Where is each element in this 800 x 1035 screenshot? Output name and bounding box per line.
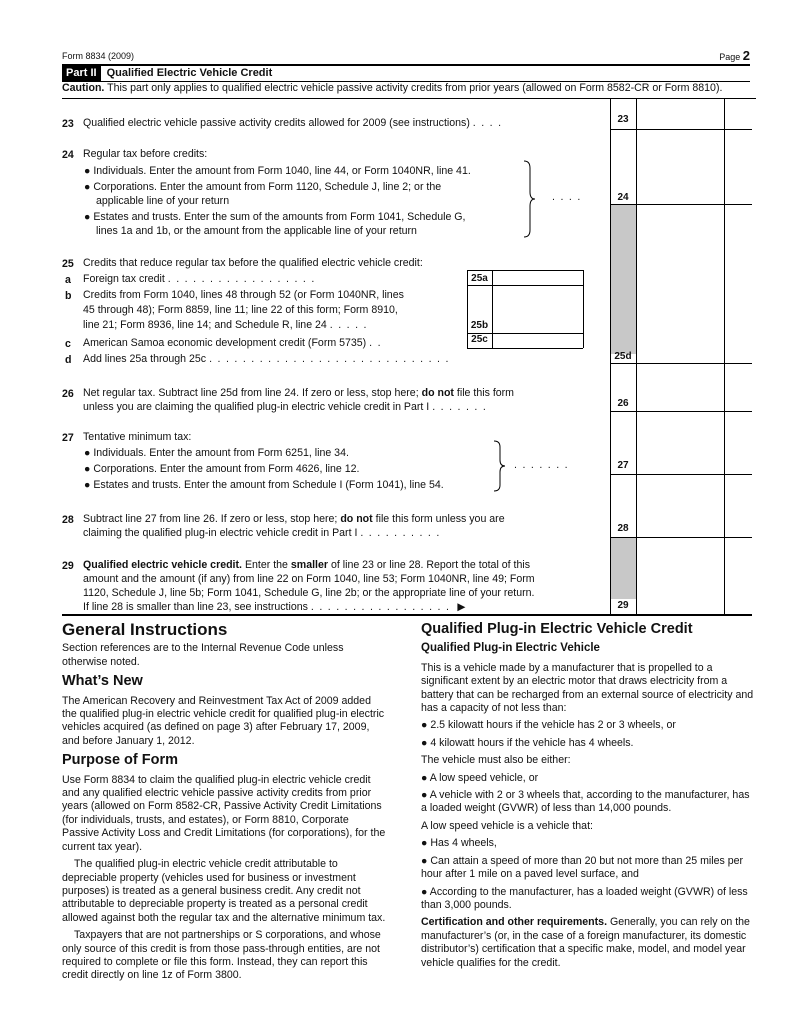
- paragraph: This is a vehicle made by a manufacturer that is propelled to a significant extent by an electric motor that draws electricity from a battery that can be recharged from an external source of electricity and has a capacity of not less than:: [421, 661, 754, 715]
- line-27-amount[interactable]: [636, 411, 724, 474]
- line-25b-text: Credits from Form 1040, lines 48 through 52 (or Form 1040NR, lines: [83, 289, 404, 301]
- paragraph: Taxpayers that are not partnerships or S corporations, and whose only source of this credit is from those pass-through entities, are not required to complete or file this form. Instead, they can report this credit directly on line 1z of Form 3800.: [62, 929, 381, 982]
- purpose-heading: Purpose of Form: [62, 752, 179, 769]
- line-29-text: If line 28 is smaller than line 23, see instructions ................. ▶: [83, 601, 466, 613]
- arrow-right-icon: ▶: [457, 601, 466, 613]
- line-box-label: 29: [617, 600, 629, 611]
- line-number: 25: [62, 258, 74, 270]
- line-letter: a: [65, 274, 71, 286]
- row-rule: [610, 537, 752, 538]
- line-number: 24: [62, 149, 74, 161]
- line-24-text: Regular tax before credits:: [83, 148, 208, 160]
- brace-icon: [522, 160, 536, 238]
- row-rule: [467, 348, 583, 349]
- line-26-text: unless you are claiming the qualified plug-in electric vehicle credit in Part I .......: [83, 401, 492, 413]
- bullet: ● According to the manufacturer, has a loaded weight (GVWR) of less than 3,000 pounds.: [421, 885, 748, 911]
- line-number: 23: [62, 118, 74, 130]
- caution-note: Caution. This part only applies to qualified electric vehicle passive activity credits from prior years (allowed on Form 8582-CR or Form 8810).: [62, 80, 756, 99]
- left-column: [62, 620, 386, 987]
- part-tag: Part II: [62, 66, 101, 81]
- whats-new-heading: What’s New: [62, 673, 143, 690]
- line-24-amount[interactable]: [636, 129, 724, 204]
- brace-icon: [492, 440, 506, 492]
- line-26-amount[interactable]: [636, 363, 724, 411]
- paragraph: The American Recovery and Reinvestment Tax Act of 2009 added the qualified plug-in electric vehicle credit for qualified plug-in electric vehicles acquired (as defined on page 3) after February 17, 2009, and before January 1, 2012.: [62, 694, 385, 747]
- line-number: 26: [62, 388, 74, 400]
- form-id: Form 8834 (2009): [62, 51, 135, 61]
- shaded-cell: [610, 204, 636, 354]
- line-27-bullet: ● Estates and trusts. Enter the amount from Schedule I (Form 1041), line 54.: [84, 479, 444, 491]
- page-header: [62, 48, 750, 64]
- line-box-label: 25d: [614, 351, 632, 362]
- line-24-bullet: ● Estates and trusts. Enter the sum of the amounts from Form 1041, Schedule G,: [84, 211, 466, 223]
- line-box-label: 25a: [471, 273, 488, 284]
- line-29-amount[interactable]: [636, 599, 724, 614]
- plugin-credit-heading: Qualified Plug-in Electric Vehicle Credit: [421, 621, 693, 637]
- line-23-amount[interactable]: [636, 98, 724, 129]
- line-29-text: 1120, Schedule J, line 5b; Form 1041, Schedule G, line 2b; or the appropriate line of your return.: [83, 587, 535, 599]
- line-25c-amount[interactable]: [492, 333, 583, 348]
- right-column: [421, 623, 754, 974]
- line-number: 27: [62, 432, 74, 444]
- line-box-label: 23: [617, 114, 629, 125]
- paragraph: The qualified plug-in electric vehicle credit attributable to depreciable property (vehicles used for business or investment purposes) is treated as a general business credit. Any credit not attributable to depreciable property is treated as a personal credit allowed against both the regular tax and the alternative minimum tax.: [62, 858, 386, 924]
- line-box-label: 28: [617, 523, 629, 534]
- line-28-text: claiming the qualified plug-in electric vehicle credit in Part I ..........: [83, 527, 445, 539]
- line-24-bullet: lines 1a and 1b, or the amount from the applicable line of your return: [96, 225, 417, 237]
- paragraph: A low speed vehicle is a vehicle that:: [421, 819, 593, 832]
- line-24-bullet: ● Corporations. Enter the amount from Form 1120, Schedule J, line 2; or the: [84, 181, 442, 193]
- form-lines: [62, 98, 752, 614]
- line-26-text: Net regular tax. Subtract line 25d from line 24. If zero or less, stop here; do not file this form: [83, 387, 515, 399]
- line-25b-text: line 21; Form 8936, line 14; and Schedule R, line 24 .....: [83, 319, 372, 331]
- page-number: Page 2: [719, 48, 750, 63]
- line-number: 28: [62, 514, 74, 526]
- line-letter: d: [65, 354, 72, 366]
- line-number: 29: [62, 560, 74, 572]
- line-25c-text: American Samoa economic development credit (Form 5735) ..: [83, 337, 387, 349]
- column-rule: [583, 270, 584, 348]
- paragraph: Certification and other requirements. Generally, you can rely on the manufacturer’s (or, in the case of a foreign manufacturer, its domestic distributor’s) certification that a specific make, model, and model year vehicle qualifies for the credit.: [421, 916, 750, 969]
- part-title: Qualified Electric Vehicle Credit: [106, 67, 273, 79]
- line-29-text: amount and the amount (if any) from line 22 on Form 1040, line 53; Form 1040NR, line 49; Form: [83, 573, 535, 585]
- line-25a-text: Foreign tax credit ..................: [83, 273, 320, 285]
- line-28-text: Subtract line 27 from line 26. If zero or less, stop here; do not file this form unless you are: [83, 513, 505, 525]
- bullet: ● Has 4 wheels,: [421, 837, 497, 850]
- line-25b-amount[interactable]: [492, 285, 583, 333]
- line-box-label: 25b: [470, 320, 489, 331]
- section-divider: [62, 614, 752, 616]
- row-rule: [610, 204, 752, 205]
- line-24-bullet: applicable line of your return: [96, 195, 230, 207]
- line-27-text: Tentative minimum tax:: [83, 431, 192, 443]
- leader-dots: ....: [552, 191, 586, 203]
- line-box-label: 25c: [471, 334, 488, 345]
- line-box-label: 24: [617, 192, 629, 203]
- line-25b-text: 45 through 48); Form 8859, line 11; line 22 of this form; Form 8910,: [83, 304, 398, 316]
- bullet: ● A low speed vehicle, or: [421, 771, 539, 784]
- line-box-label: 26: [617, 398, 629, 409]
- line-24-bullet: ● Individuals. Enter the amount from Form 1040, line 44, or Form 1040NR, line 41.: [84, 165, 471, 177]
- line-25-text: Credits that reduce regular tax before the qualified electric vehicle credit:: [83, 257, 423, 269]
- line-box-label: 27: [617, 460, 629, 471]
- paragraph: Use Form 8834 to claim the qualified plug-in electric vehicle credit and any qualified electric vehicle passive activity credits from prior years (allowed on Form 8582-CR, Passive Activity Credit Limitations (for individuals, trusts, and estates), or Form 8810, Corporate Passive Activity Loss and Credit Limitations (for corporations), for the current tax year).: [62, 773, 386, 853]
- line-23-text: Qualified electric vehicle passive activity credits allowed for 2009 (see instructions) ....: [83, 117, 507, 129]
- bullet: ● 4 kilowatt hours if the vehicle has 4 wheels.: [421, 736, 634, 749]
- bullet: ● Can attain a speed of more than 20 but not more than 25 miles per hour after 1 mile on a paved level surface, and: [421, 854, 744, 881]
- paragraph: Section references are to the Internal Revenue Code unless otherwise noted.: [62, 642, 344, 668]
- line-letter: c: [65, 338, 71, 350]
- line-27-bullet: ● Corporations. Enter the amount from Form 4626, line 12.: [84, 463, 360, 475]
- plugin-vehicle-subheading: Qualified Plug-in Electric Vehicle: [421, 642, 600, 655]
- line-25d-text: Add lines 25a through 25c .............................: [83, 353, 454, 365]
- line-27-bullet: ● Individuals. Enter the amount from Form 6251, line 34.: [84, 447, 349, 459]
- paragraph: The vehicle must also be either:: [421, 754, 571, 767]
- shaded-cell: [610, 537, 636, 599]
- line-25a-amount[interactable]: [492, 270, 583, 285]
- line-29-text: Qualified electric vehicle credit. Enter the smaller of line 23 or line 28. Report the total of this: [83, 559, 530, 571]
- line-letter: b: [65, 290, 72, 302]
- general-instructions-heading: General Instructions: [62, 620, 228, 639]
- leader-dots: .......: [514, 459, 574, 471]
- bullet: ● A vehicle with 2 or 3 wheels that, according to the manufacturer, has a loaded weight (GVWR) of less than 14,000 pounds.: [421, 789, 750, 815]
- line-25d-amount[interactable]: [636, 348, 724, 363]
- bullet: ● 2.5 kilowatt hours if the vehicle has 2 or 3 wheels, or: [421, 719, 676, 732]
- line-28-amount[interactable]: [636, 474, 724, 537]
